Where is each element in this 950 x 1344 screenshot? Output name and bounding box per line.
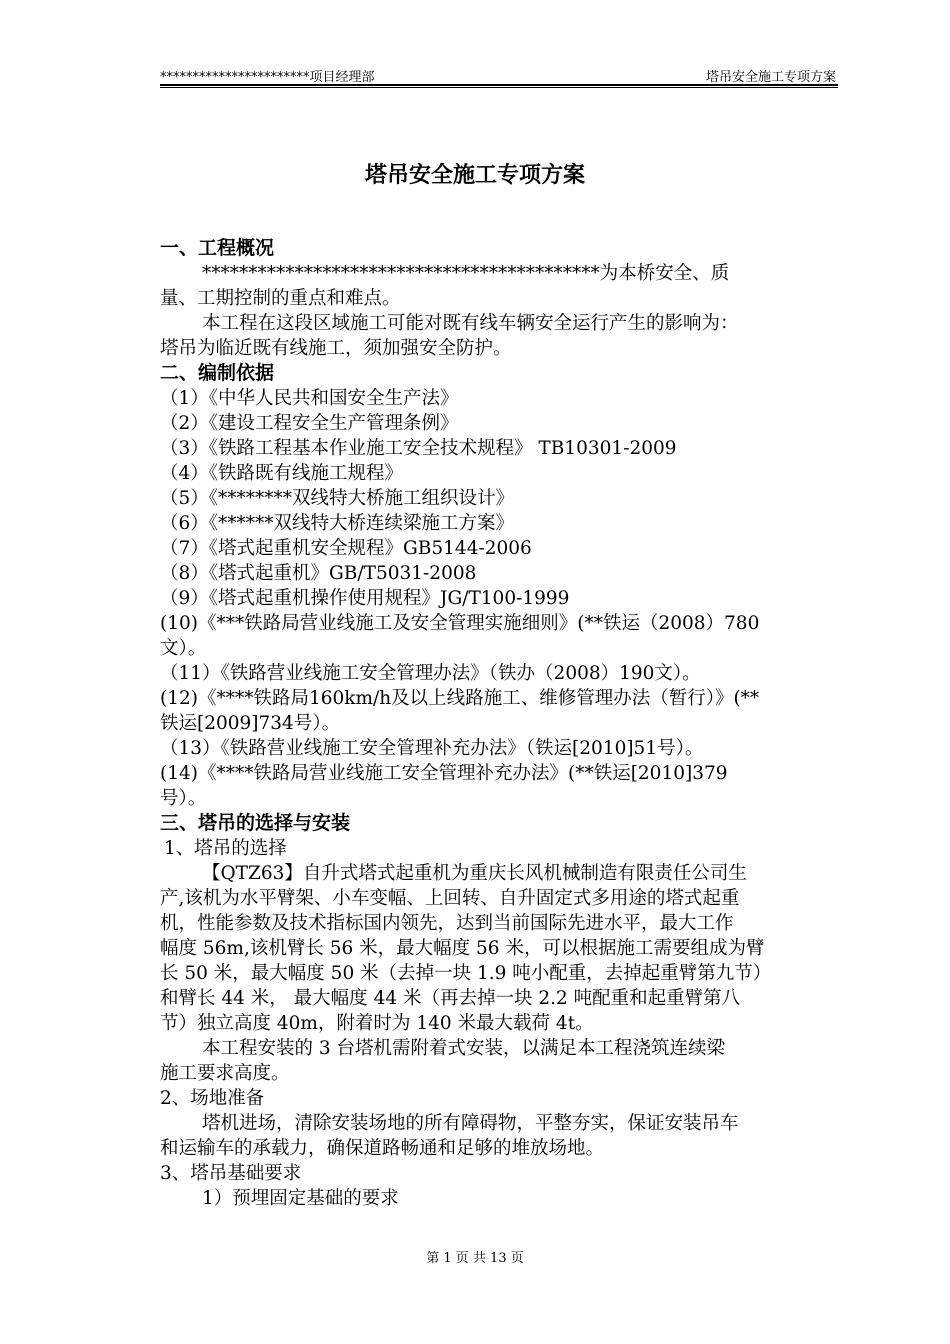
- body-line: （6）《******双线特大桥连续梁施工方案》: [160, 513, 515, 534]
- section-heading: 一、工程概况: [160, 237, 275, 259]
- header-divider: [160, 84, 838, 88]
- body-line: 本工程在这段区域施工可能对既有线车辆安全运行产生的影响为：: [202, 313, 739, 334]
- body-line: （1）《中华人民共和国安全生产法》: [160, 388, 459, 409]
- body-line: （7）《塔式起重机安全规程》GB5144-2006: [160, 538, 532, 559]
- body-line: 和运输车的承载力，确保道路畅通和足够的堆放场地。: [160, 1138, 605, 1159]
- body-line: 铁运[2009]734号）。: [160, 713, 341, 734]
- body-line: （4）《铁路既有线施工规程》: [160, 463, 404, 484]
- body-line: (10)《***铁路局营业线施工及安全管理实施细则》(**铁运（2008）780: [160, 613, 760, 634]
- body-line: 号）。: [160, 788, 207, 809]
- body-line: （9）《塔式起重机操作使用规程》JG/T100-1999: [160, 588, 570, 609]
- body-line: （13）《铁路营业线施工安全管理补充办法》（铁运[2010]51号）。: [160, 738, 704, 759]
- body-line: 和臂长 44 米， 最大幅度 44 米（再去掉一块 2.2 吨配重和起重臂第八: [160, 988, 741, 1009]
- body-line: 【QTZ63】自升式塔式起重机为重庆长风机械制造有限责任公司生: [202, 863, 747, 884]
- body-line: 本工程安装的 3 台塔机需附着式安装，以满足本工程浇筑连续梁: [202, 1038, 726, 1059]
- body-line: 文）。: [160, 638, 207, 659]
- header-left-text: ***********************项目经理部: [160, 70, 375, 85]
- document-body: [160, 236, 840, 1211]
- body-line: 1）预埋固定基础的要求: [202, 1188, 399, 1209]
- body-line: 塔吊为临近既有线施工，须加强安全防护。: [160, 338, 512, 359]
- body-line: 节）独立高度 40m，附着时为 140 米最大载荷 4t。: [160, 1013, 594, 1034]
- document-title: 塔吊安全施工专项方案: [364, 163, 585, 188]
- page-footer: 第 1 页 共 13 页: [426, 1251, 524, 1266]
- body-line: （2）《建设工程安全生产管理条例》: [160, 413, 459, 434]
- body-line: 长 50 米，最大幅度 50 米（去掉一块 1.9 吨小配重，去掉起重臂第九节）: [160, 963, 772, 984]
- body-line: （5）《********双线特大桥施工组织设计》: [160, 488, 515, 509]
- body-line: 机，性能参数及技术指标国内领先，达到当前国际先进水平，最大工作: [160, 913, 734, 934]
- body-line: (14)《****铁路局营业线施工安全管理补充办法》(**铁运[2010]379: [160, 763, 728, 784]
- body-line: 量、工期控制的重点和难点。: [160, 288, 401, 309]
- body-line: （11）《铁路营业线施工安全管理办法》（铁办（2008）190文）。: [160, 663, 701, 684]
- body-line: （8）《塔式起重机》GB/T5031-2008: [160, 563, 477, 584]
- section-heading: 三、塔吊的选择与安装: [160, 812, 351, 834]
- body-line: 2、场地准备: [160, 1088, 265, 1109]
- header-right-text: 塔吊安全施工专项方案: [705, 70, 836, 85]
- body-line: 塔机进场，清除安装场地的所有障碍物，平整夯实，保证安装吊车: [202, 1113, 739, 1134]
- page-header: [160, 64, 838, 86]
- body-line: *******************************************为本桥安全、质: [202, 263, 730, 284]
- body-line: 幅度 56m,该机臂长 56 米，最大幅度 56 米，可以根据施工需要组成为臂: [160, 938, 765, 959]
- body-line: (12)《****铁路局160km/h及以上线路施工、维修管理办法（暂行）》(**: [160, 688, 760, 709]
- body-line: 3、塔吊基础要求: [160, 1163, 302, 1184]
- body-line: 施工要求高度。: [160, 1063, 290, 1084]
- body-line: 1、塔吊的选择: [164, 838, 287, 859]
- body-line: （3）《铁路工程基本作业施工安全技术规程》 TB10301-2009: [160, 438, 677, 459]
- body-line: 产,该机为水平臂架、小车变幅、上回转、自升固定式多用途的塔式起重: [160, 888, 740, 909]
- section-heading: 二、编制依据: [160, 362, 275, 384]
